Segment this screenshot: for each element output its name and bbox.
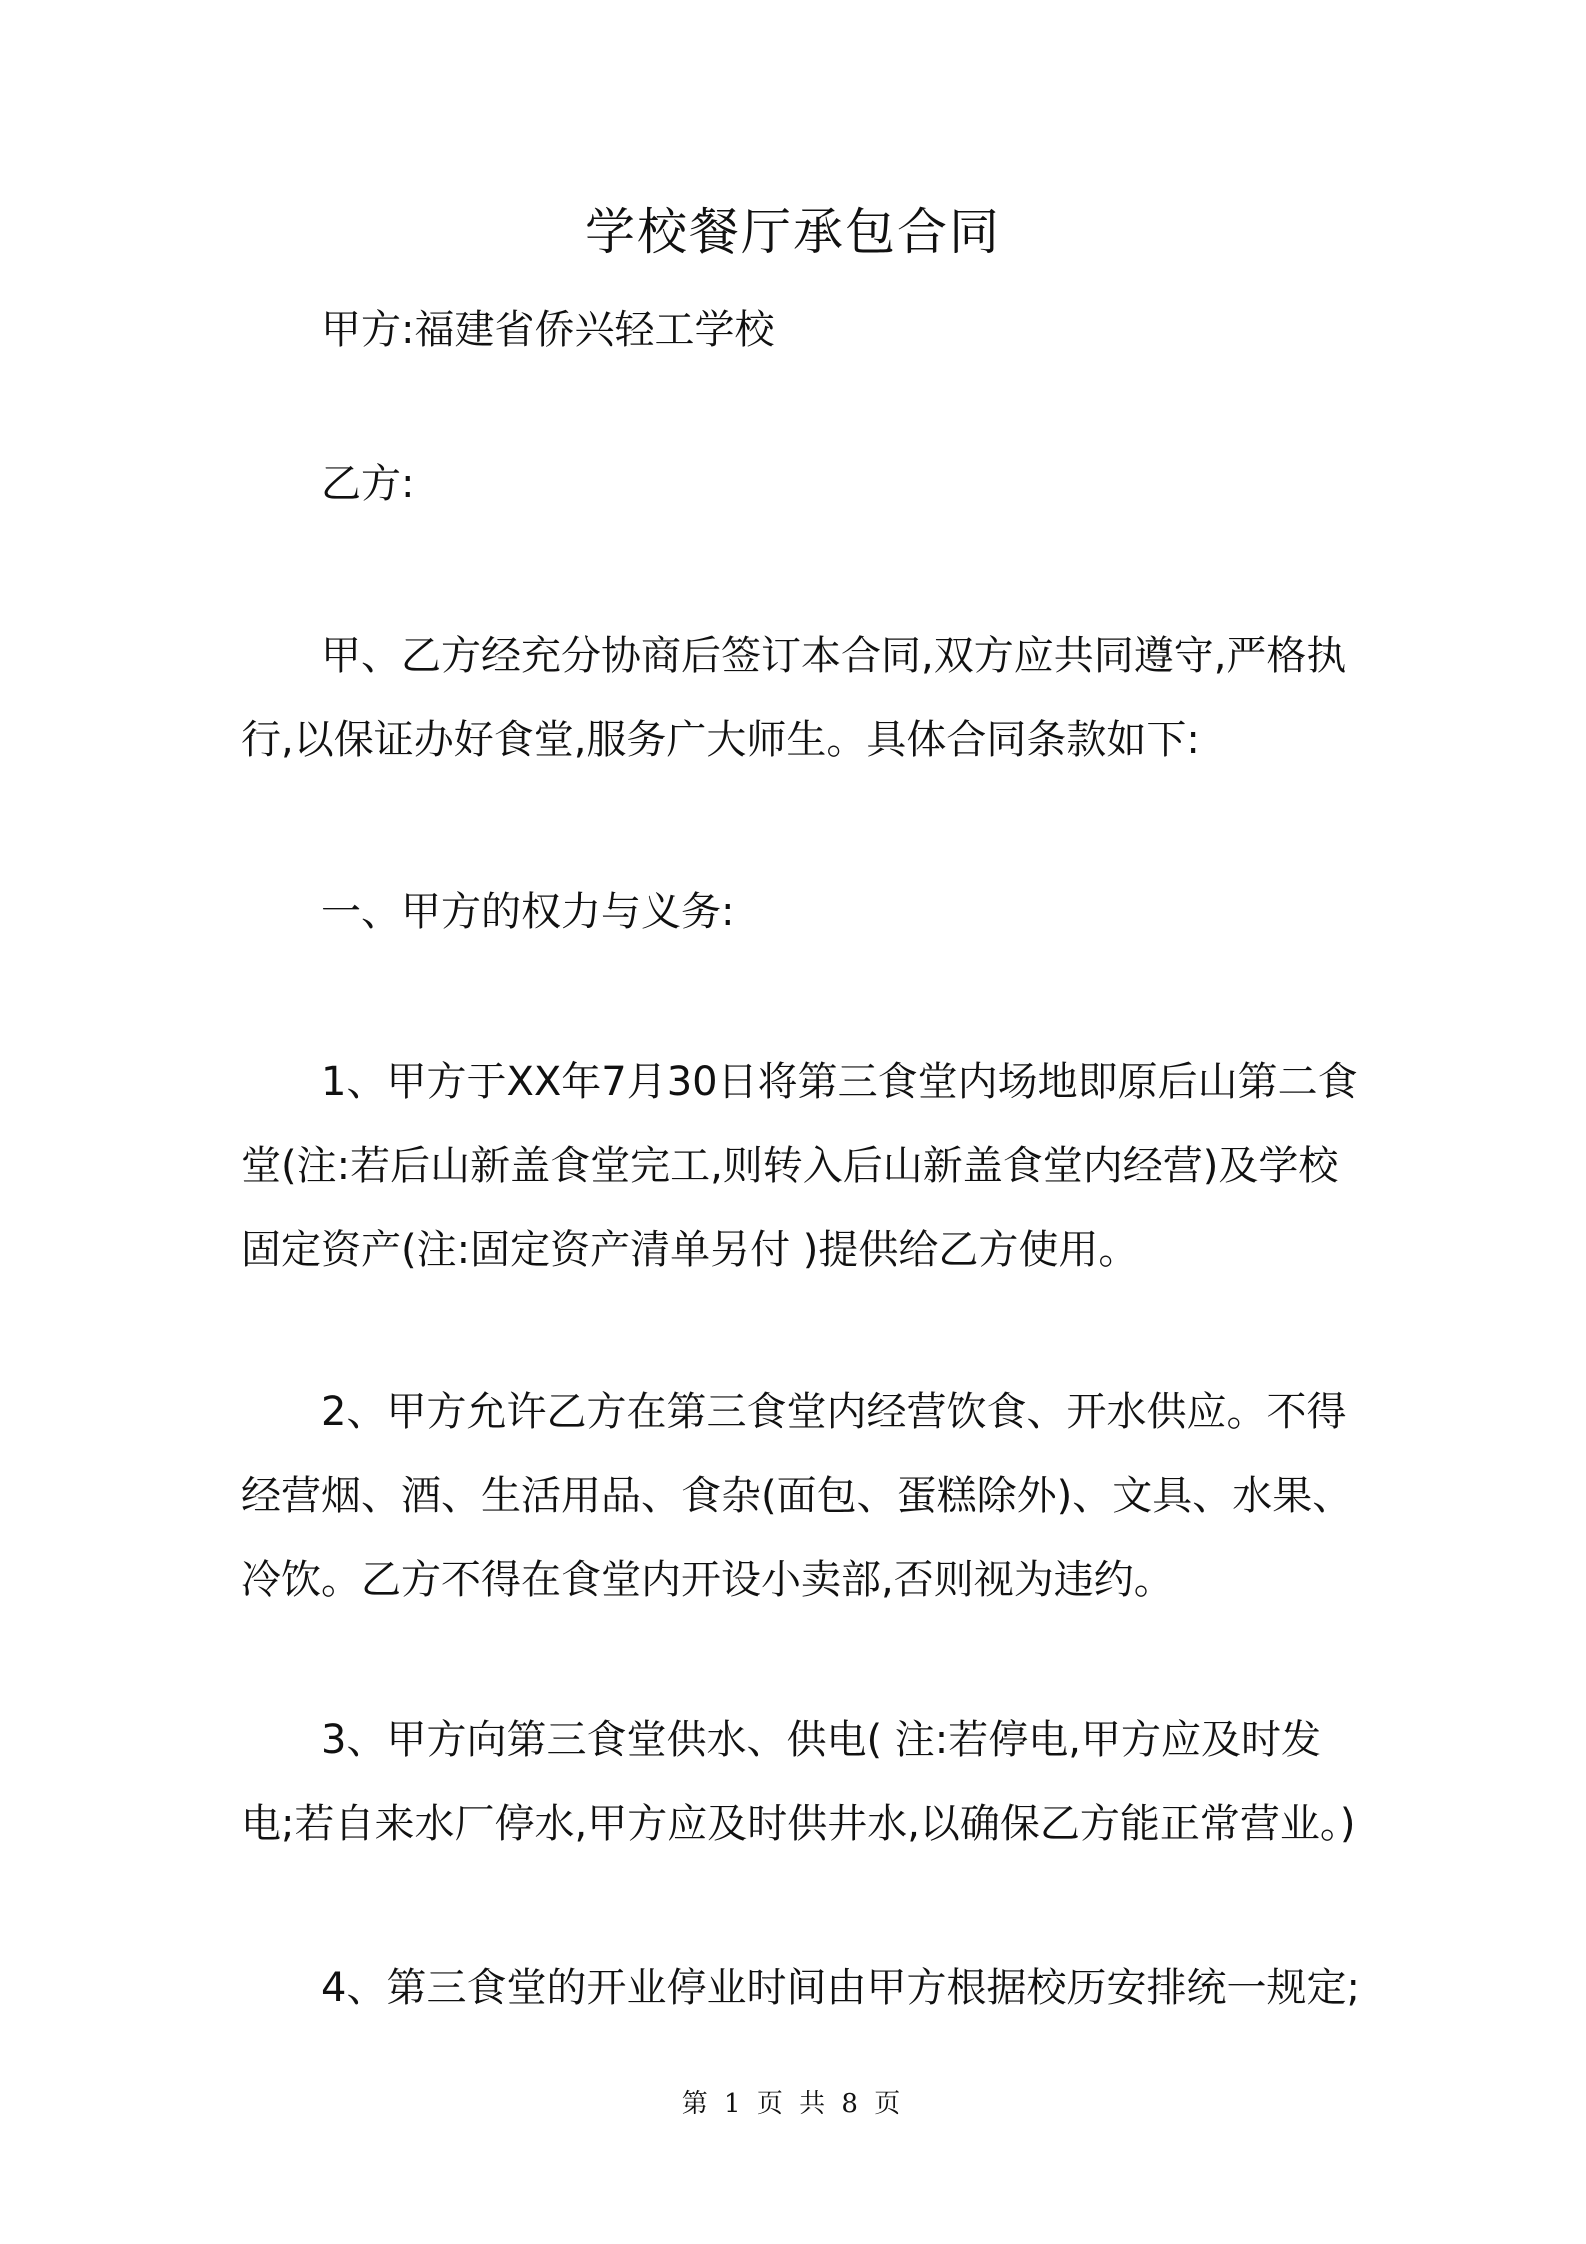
page-number: 第 1 页 共 8 页: [681, 2089, 905, 2119]
clause-3: 3、甲方向第三食堂供水、供电( 注:若停电,甲方应及时发电;若自来水厂停水,甲方应及时供井水,以确保乙方能正常营业。): [241, 1717, 1356, 1847]
clause-4: 4、第三食堂的开业停业时间由甲方根据校历安排统一规定;: [321, 1965, 1360, 2011]
party-a-line: 甲方:福建省侨兴轻工学校: [321, 307, 775, 353]
clause-2: 2、甲方允许乙方在第三食堂内经营饮食、开水供应。不得经营烟、酒、生活用品、食杂(面包、蛋糕除外)、文具、水果、冷饮。乙方不得在食堂内开设小卖部,否则视为违约。: [241, 1389, 1353, 1603]
document-title: 学校餐厅承包合同: [585, 203, 1001, 261]
clause-1: 1、甲方于XX年7月30日将第三食堂内场地即原后山第二食堂(注:若后山新盖食堂完工,则转入后山新盖食堂内经营)及学校固定资产(注:固定资产清单另付 )提供给乙方使用。: [241, 1059, 1358, 1273]
party-b-line: 乙方:: [321, 461, 415, 507]
intro-paragraph: 甲、乙方经充分协商后签订本合同,双方应共同遵守,严格执行,以保证办好食堂,服务广大师生。具体合同条款如下:: [241, 633, 1347, 763]
section-1-heading: 一、甲方的权力与义务:: [321, 889, 735, 935]
